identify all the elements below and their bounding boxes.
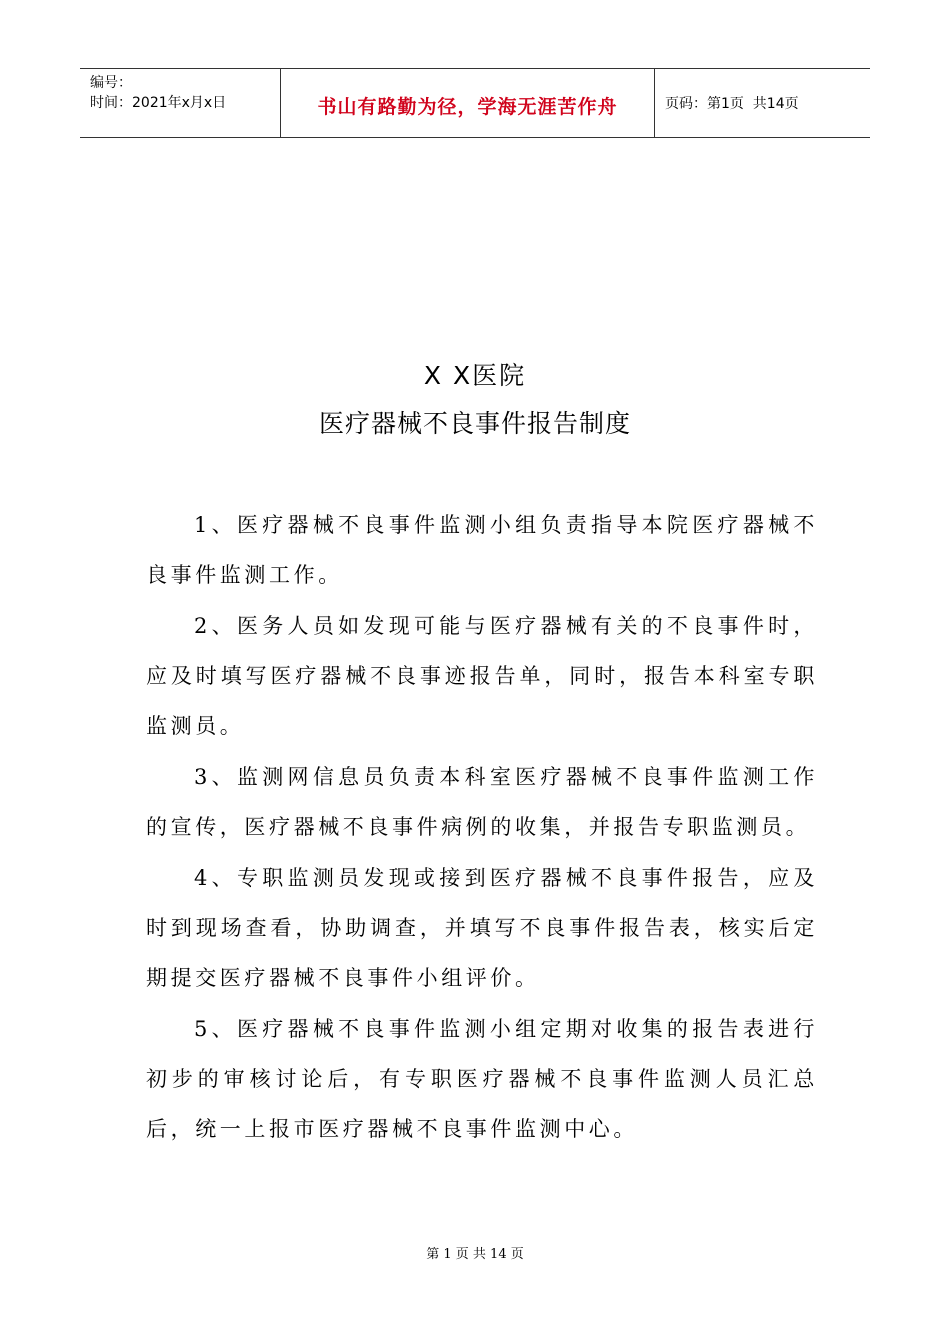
motto-text: 书山有路勤为径，学海无涯苦作舟 — [317, 95, 618, 118]
paragraph-3: 3、监测网信息员负责本科室医疗器械不良事件监测工作的宣传，医疗器械不良事件病例的收集，并报告专职监测员。 — [146, 765, 818, 839]
page-header — [80, 68, 870, 138]
header-page-info — [655, 69, 870, 137]
document-body — [146, 500, 818, 1155]
document-title-policy: 医疗器械不良事件报告制度 — [318, 409, 631, 438]
page-footer — [0, 1243, 950, 1262]
time-label: 时间：2021年x月x日 — [90, 95, 227, 111]
number-label: 编号： — [90, 75, 132, 91]
header-motto — [281, 69, 655, 137]
paragraph-4: 4、专职监测员发现或接到医疗器械不良事件报告，应及时到现场查看，协助调查，并填写不良事件报告表，核实后定期提交医疗器械不良事件小组评价。 — [146, 866, 818, 990]
paragraph-2: 2、医务人员如发现可能与医疗器械有关的不良事件时，应及时填写医疗器械不良事迹报告单，同时，报告本科室专职监测员。 — [146, 614, 818, 738]
page-info-text: 页码：第1页 共14页 — [665, 96, 799, 112]
header-meta — [80, 69, 281, 137]
document-title-hospital: X X医院 — [423, 361, 527, 390]
footer-page-number: 第 1 页 共 14 页 — [426, 1247, 524, 1262]
paragraph-1: 1、医疗器械不良事件监测小组负责指导本院医疗器械不良事件监测工作。 — [146, 513, 818, 587]
paragraph-5: 5、医疗器械不良事件监测小组定期对收集的报告表进行初步的审核讨论后，有专职医疗器械不良事件监测人员汇总后，统一上报市医疗器械不良事件监测中心。 — [146, 1017, 818, 1141]
